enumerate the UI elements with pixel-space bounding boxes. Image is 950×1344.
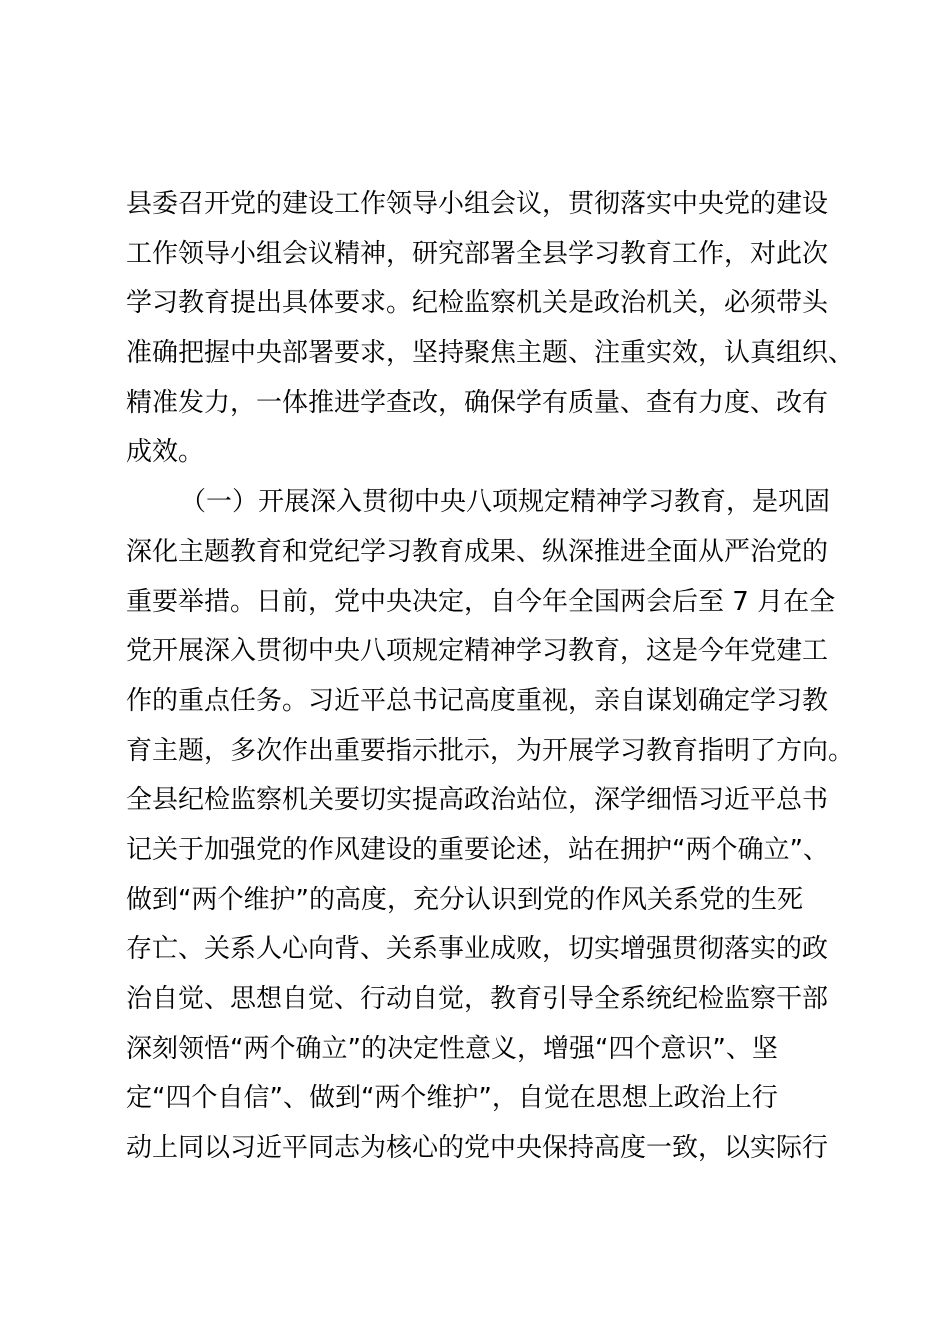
text-line: 做到“两个维护”的高度，充分认识到党的作风关系党的生死 xyxy=(126,884,803,915)
text-line: 作的重点任务。习近平总书记高度重视，亲自谋划确定学习教 xyxy=(126,685,829,716)
text-line: 存亡、关系人心向背、关系事业成败，切实增强贯彻落实的政 xyxy=(126,934,829,965)
text-line: 县委召开党的建设工作领导小组会议，贯彻落实中央党的建设 xyxy=(126,189,829,219)
text-line: 党开展深入贯彻中央八项规定精神学习教育，这是今年党建工 xyxy=(126,636,829,667)
section-heading-line: （一）开展深入贯彻中央八项规定精神学习教育，是巩固 xyxy=(180,487,831,518)
text-line: 治自觉、思想自觉、行动自觉，教育引导全系统纪检监察干部 xyxy=(126,984,829,1014)
text-line: 动上同以习近平同志为核心的党中央保持高度一致，以实际行 xyxy=(126,1133,829,1164)
text-line: 重要举措。日前，党中央决定，自今年全国两会后至 7 月在全 xyxy=(126,586,836,617)
text-line: 准确把握中央部署要求，坚持聚焦主题、注重实效，认真组织、 xyxy=(126,338,855,369)
body-text xyxy=(126,180,855,1174)
text-line: 深刻领悟“两个确立”的决定性意义，增强“四个意识”、坚 xyxy=(126,1033,778,1064)
text-line: 工作领导小组会议精神，研究部署全县学习教育工作，对此次 xyxy=(126,238,829,269)
text-line: 全县纪检监察机关要切实提高政治站位，深学细悟习近平总书 xyxy=(126,785,829,816)
text-line: 学习教育提出具体要求。纪检监察机关是政治机关，必须带头 xyxy=(126,288,829,319)
text-line: 深化主题教育和党纪学习教育成果、纵深推进全面从严治党的 xyxy=(126,536,829,567)
text-line: 育主题，多次作出重要指示批示，为开展学习教育指明了方向。 xyxy=(126,735,855,766)
text-line: 定“四个自信”、做到“两个维护”，自觉在思想上政治上行 xyxy=(126,1083,778,1114)
text-line: 记关于加强党的作风建设的重要论述，站在拥护“两个确立”、 xyxy=(126,834,829,865)
text-line: 成效。 xyxy=(126,437,205,468)
text-line: 精准发力，一体推进学查改，确保学有质量、查有力度、改有 xyxy=(126,387,829,418)
